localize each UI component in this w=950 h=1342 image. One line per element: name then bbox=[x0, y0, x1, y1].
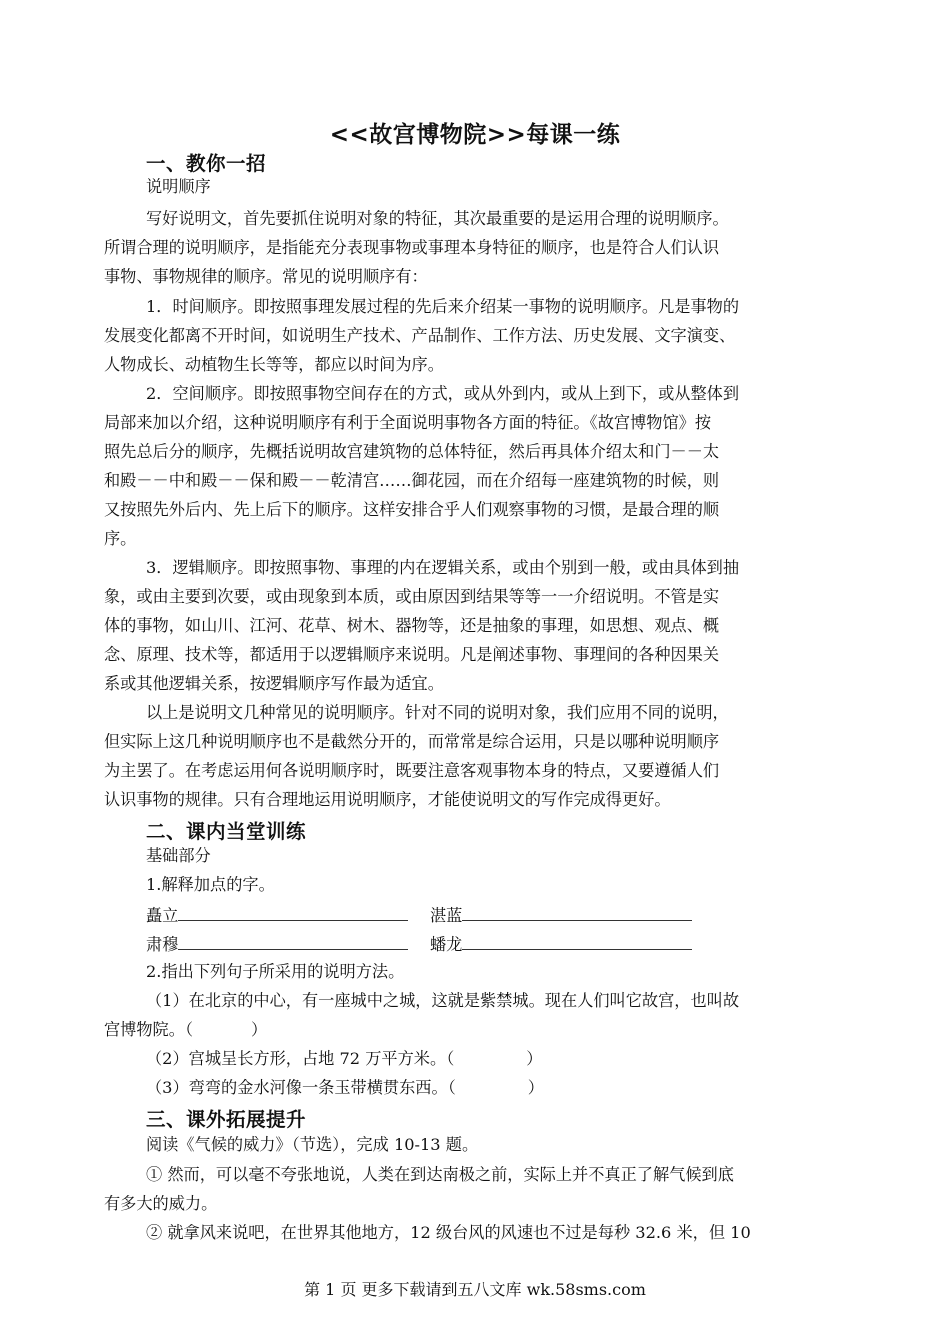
paragraph-line: 念、原理、技术等，都适用于以逻辑顺序来说明。凡是阐述事物、事理间的各种因果关 bbox=[104, 645, 720, 664]
paragraph-line: 序。 bbox=[104, 529, 137, 548]
answer-blank[interactable] bbox=[178, 903, 408, 921]
paragraph-line: 局部来加以介绍，这种说明顺序有利于全面说明事物各方面的特征。《故宫博物馆》按 bbox=[104, 413, 712, 432]
paren-close: ） bbox=[526, 1049, 543, 1068]
paragraph-line: 为主罢了。在考虑运用何各说明顺序时，既要注意客观事物本身的特点，又要遵循人们 bbox=[104, 761, 720, 780]
answer-blank[interactable] bbox=[462, 903, 692, 921]
sentence-text: 宫博物院。（ bbox=[104, 1020, 194, 1039]
paragraph-line: 所谓合理的说明顺序，是指能充分表现事物或事理本身特征的顺序，也是符合人们认识 bbox=[104, 238, 720, 257]
paragraph-line: 体的事物，如山川、江河、花草、树木、器物等，还是抽象的事理，如思想、观点、概 bbox=[104, 616, 720, 635]
paragraph-line: 2．空间顺序。即按照事物空间存在的方式，或从外到内，或从上到下，或从整体到 bbox=[146, 384, 740, 403]
sentence-3 bbox=[146, 1077, 544, 1099]
paragraph-line: 又按照先外后内、先上后下的顺序。这样安排合乎人们观察事物的习惯，是最合理的顺 bbox=[104, 500, 720, 519]
paragraph-line: 人物成长、动植物生长等等，都应以时间为序。 bbox=[104, 355, 444, 374]
passage-line: 有多大的威力。 bbox=[104, 1194, 218, 1213]
word-label: 肃穆 bbox=[146, 935, 179, 954]
word-label: 矗立 bbox=[146, 906, 179, 925]
question-1: 1.解释加点的字。 bbox=[146, 875, 275, 894]
page-footer: 第 1 页 更多下载请到五八文库 wk.58sms.com bbox=[304, 1280, 646, 1299]
sentence-1-cont bbox=[104, 1019, 267, 1041]
section-heading-2: 二、课内当堂训练 bbox=[146, 820, 307, 843]
passage-line: ① 然而，可以毫不夸张地说，人类在到达南极之前，实际上并不真正了解气候到底 bbox=[146, 1165, 734, 1184]
section-heading-1: 一、教你一招 bbox=[146, 152, 267, 175]
sentence-text: （2）宫城呈长方形，占地 72 万平方米。（ bbox=[146, 1049, 455, 1068]
paragraph-line: 事物、事物规律的顺序。常见的说明顺序有： bbox=[104, 267, 428, 286]
paragraph-line: 3．逻辑顺序。即按照事物、事理的内在逻辑关系，或由个别到一般，或由具体到抽 bbox=[146, 558, 740, 577]
word-item bbox=[146, 932, 408, 956]
answer-blank[interactable] bbox=[462, 932, 692, 950]
basic-part-label: 基础部分 bbox=[146, 846, 211, 865]
word-item bbox=[146, 903, 408, 927]
passage-line: ② 就拿风来说吧，在世界其他地方，12 级台风的风速也不过是每秒 32.6 米，但 10 bbox=[146, 1223, 751, 1242]
word-item bbox=[430, 932, 692, 956]
paragraph-line: 系或其他逻辑关系，按逻辑顺序写作最为适宜。 bbox=[104, 674, 444, 693]
paragraph-line: 以上是说明文几种常见的说明顺序。针对不同的说明对象，我们应用不同的说明， bbox=[146, 703, 729, 722]
word-label: 湛蓝 bbox=[430, 906, 463, 925]
paragraph-line: 1．时间顺序。即按照事理发展过程的先后来介绍某一事物的说明顺序。凡是事物的 bbox=[146, 297, 740, 316]
paragraph-line: 发展变化都离不开时间，如说明生产技术、产品制作、工作方法、历史发展、文字演变、 bbox=[104, 326, 736, 345]
paren-close: ） bbox=[527, 1078, 544, 1097]
paragraph-line: 象，或由主要到次要，或由现象到本质，或由原因到结果等等一一介绍说明。不管是实 bbox=[104, 587, 720, 606]
reading-intro: 阅读《气候的威力》（节选），完成 10-13 题。 bbox=[146, 1135, 479, 1154]
paragraph-line: 认识事物的规律。只有合理地运用说明顺序，才能使说明文的写作完成得更好。 bbox=[104, 790, 671, 809]
question-2: 2.指出下列句子所采用的说明方法。 bbox=[146, 962, 405, 981]
sentence-text: （3）弯弯的金水河像一条玉带横贯东西。（ bbox=[146, 1078, 456, 1097]
word-label: 蟠龙 bbox=[430, 935, 463, 954]
sentence-2 bbox=[146, 1048, 542, 1070]
document-title: <<故宫博物院>>每课一练 bbox=[329, 122, 621, 148]
sentence-1: （1）在北京的中心，有一座城中之城，这就是紫禁城。现在人们叫它故宫，也叫故 bbox=[146, 991, 740, 1010]
paren-close: ） bbox=[251, 1020, 268, 1039]
paragraph-line: 和殿－－中和殿－－保和殿－－乾清宫……御花园，而在介绍每一座建筑物的时候，则 bbox=[104, 471, 720, 490]
paragraph-line: 写好说明文，首先要抓住说明对象的特征，其次最重要的是运用合理的说明顺序。 bbox=[146, 209, 729, 228]
paragraph-line: 但实际上这几种说明顺序也不是截然分开的，而常常是综合运用，只是以哪种说明顺序 bbox=[104, 732, 720, 751]
paragraph-line: 照先总后分的顺序，先概括说明故宫建筑物的总体特征，然后再具体介绍太和门－－太 bbox=[104, 442, 720, 461]
answer-blank[interactable] bbox=[178, 932, 408, 950]
word-item bbox=[430, 903, 692, 927]
section-subheading: 说明顺序 bbox=[146, 177, 211, 196]
section-heading-3: 三、课外拓展提升 bbox=[146, 1108, 307, 1131]
